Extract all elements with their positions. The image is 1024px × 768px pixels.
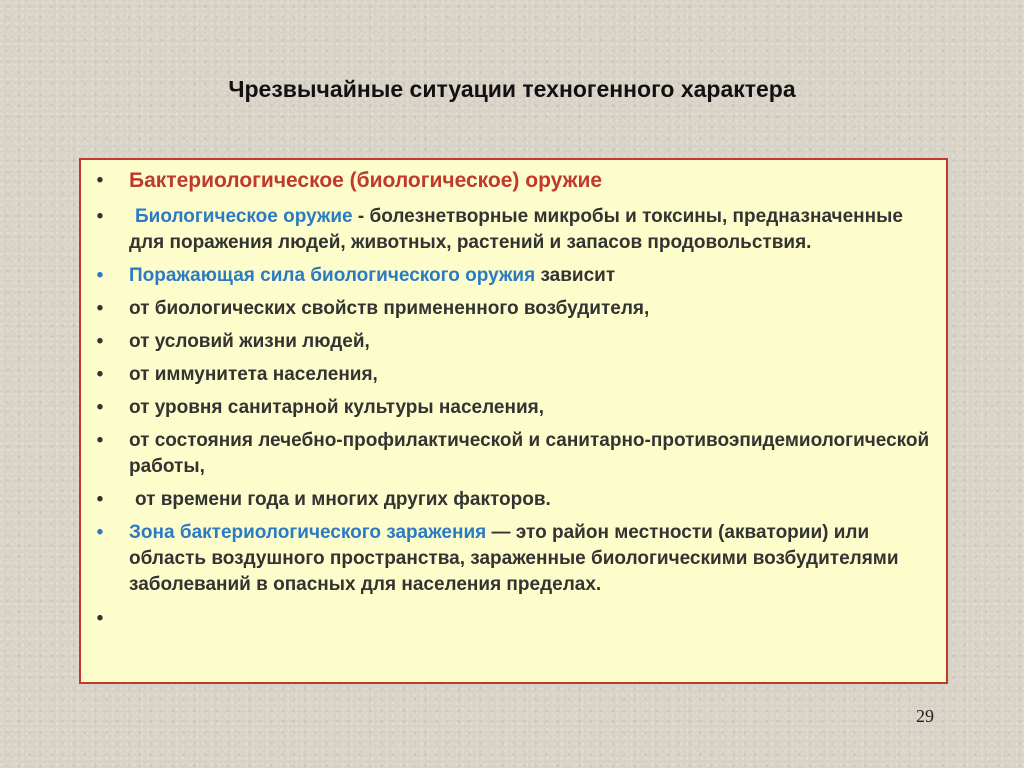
list-item (87, 296, 936, 322)
bullet-icon: • (96, 489, 104, 510)
page-title: Чрезвычайные ситуации техногенного характера (228, 76, 796, 102)
item-text: от состояния лечебно-профилактической и санитарно-противоэпидемиологической работы, (129, 430, 930, 477)
list-item (87, 263, 936, 289)
bullet-icon: • (96, 331, 104, 352)
definition-text: — это район местности (акватории) или область воздушного пространства, зараженные биологическими возбудителями заболеваний в опасных для населения пределах. (129, 522, 899, 595)
item-text: от времени года и многих других факторов. (135, 489, 551, 510)
item-text: от иммунитета населения, (129, 364, 378, 385)
bullet-icon: • (96, 397, 104, 418)
bullet-icon: • (96, 430, 104, 451)
bullet-icon: • (96, 608, 104, 629)
list-item (87, 487, 936, 513)
slide-number: 29 (916, 706, 934, 726)
list-item (87, 168, 936, 195)
bullet-icon: • (96, 265, 104, 286)
bullet-icon: • (96, 298, 104, 319)
list-item (87, 329, 936, 355)
term-label: Зона бактериологического заражения (129, 522, 487, 543)
definition-text: - болезнетворные микробы и токсины, предназначенные для поражения людей, животных, растений и запасов продовольствия. (129, 206, 903, 253)
item-text: зависит (535, 265, 616, 286)
item-text: от биологических свойств примененного возбудителя, (129, 298, 650, 319)
bullet-icon: • (96, 206, 104, 227)
bullet-list (87, 168, 936, 629)
term-label: Биологическое оружие (135, 206, 353, 227)
bullet-icon: • (96, 522, 104, 543)
section-heading: Бактериологическое (биологическое) оружие (129, 169, 603, 192)
item-text: от уровня санитарной культуры населения, (129, 397, 545, 418)
list-item (87, 395, 936, 421)
list-item (87, 428, 936, 480)
list-item (87, 520, 936, 598)
bullet-icon: • (96, 170, 104, 191)
list-item (87, 204, 936, 256)
content-box (79, 158, 948, 684)
list-item (87, 362, 936, 388)
item-text: от условий жизни людей, (129, 331, 370, 352)
bullet-icon: • (96, 364, 104, 385)
term-label: Поражающая сила биологического оружия (129, 265, 536, 286)
